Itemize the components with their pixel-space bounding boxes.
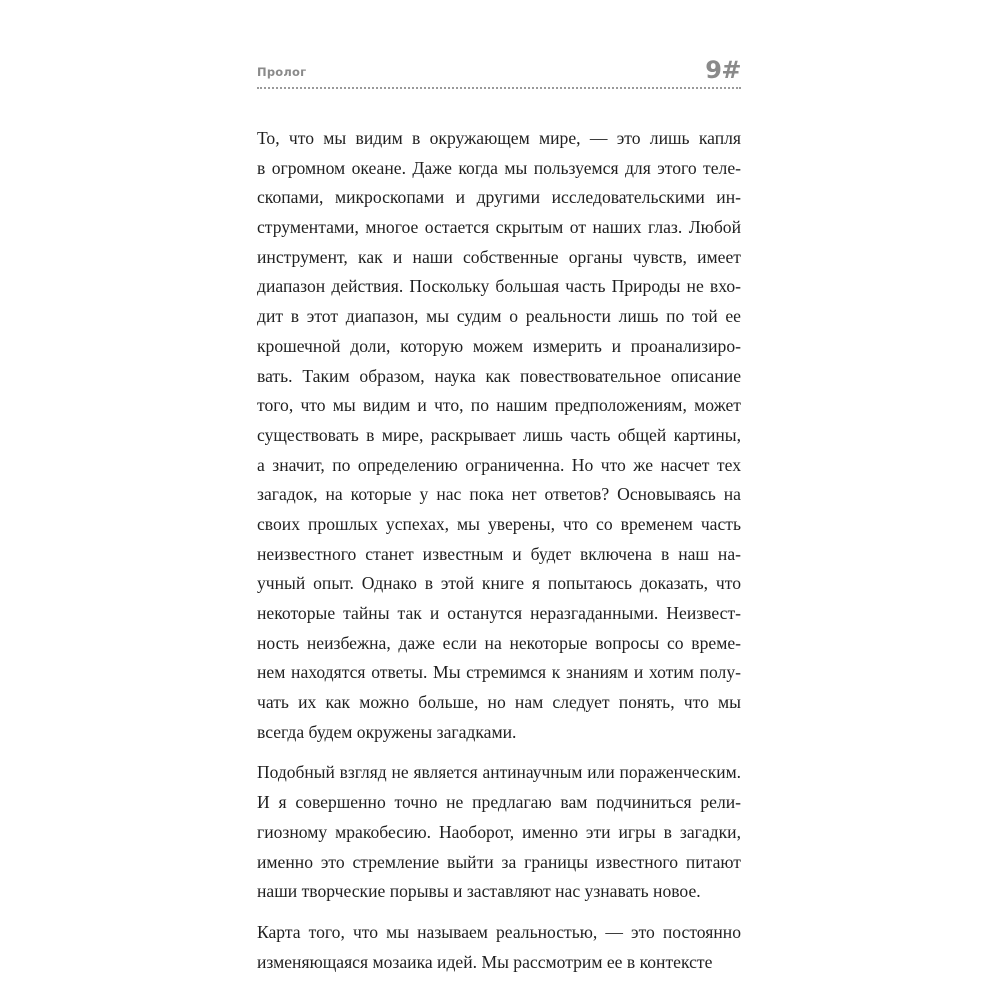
paragraph — [257, 124, 741, 747]
paragraph — [257, 758, 741, 906]
text-line: дит в этот диапазон, мы судим о реальности лишь по той ее — [257, 306, 741, 327]
text-line: диапазон действия. Поскольку большая часть Природы не вхо- — [257, 276, 741, 297]
text-line: неизвестного станет известным и будет включена в наш на- — [257, 543, 741, 564]
text-line: инструмент, как и наши собственные органы чувств, имеет — [257, 246, 741, 267]
text-line: того, что мы видим и что, по нашим предположениям, может — [257, 395, 741, 416]
text-line: некоторые тайны так и останутся неразгаданными. Неизвест- — [257, 603, 741, 623]
text-line: наши творческие порывы и заставляют нас узнавать новое. — [257, 881, 701, 902]
text-line: струментами, многое остается скрытым от наших глаз. Любой — [257, 217, 741, 238]
dotted-rule — [257, 87, 741, 89]
text-line: Подобный взгляд не является антинаучным или пораженческим. — [257, 762, 741, 783]
text-line: скопами, микроскопами и другими исследовательскими ин- — [257, 187, 741, 208]
text-line: ность неизбежна, даже если на некоторые вопросы со време- — [257, 632, 741, 653]
text-line: чать их как можно больше, но нам следует понять, что мы — [257, 692, 741, 713]
text-line: изменяющаяся мозаика идей. Мы рассмотрим ее в контексте — [257, 951, 713, 972]
page-number: 9# — [705, 56, 741, 84]
text-line: гиозному мракобесию. Наоборот, именно эти игры в загадки, — [257, 821, 741, 842]
running-header — [257, 56, 741, 96]
text-line: учный опыт. Однако в этой книге я попытаюсь доказать, что — [257, 573, 741, 594]
text-line: своих прошлых успехах, мы уверены, что со временем часть — [257, 513, 741, 534]
text-line: существовать в мире, раскрывает лишь часть общей картины, — [257, 424, 741, 445]
section-title: Пролог — [257, 65, 307, 79]
paragraph — [257, 918, 741, 977]
text-line: а значит, по определению ограниченна. Но что же насчет тех — [257, 454, 741, 475]
text-line: именно это стремление выйти за границы известного питают — [257, 851, 741, 872]
text-line: То, что мы видим в окружающем мире, — это лишь капля — [257, 128, 741, 148]
text-line: нем находятся ответы. Мы стремимся к знаниям и хотим полу- — [257, 662, 741, 683]
text-line: загадок, на которые у нас пока нет ответов? Основываясь на — [257, 484, 741, 505]
text-line: вать. Таким образом, наука как повествовательное описание — [257, 365, 741, 386]
text-line: в огромном океане. Даже когда мы пользуемся для этого теле- — [257, 157, 741, 178]
text-line: всегда будем окружены загадками. — [257, 721, 517, 742]
text-line: Карта того, что мы называем реальностью, — это постоянно — [257, 921, 741, 942]
body-text — [257, 124, 741, 988]
text-line: И я совершенно точно не предлагаю вам подчиниться рели- — [257, 792, 741, 813]
text-line: крошечной доли, которую можем измерить и проанализиро- — [257, 335, 741, 356]
